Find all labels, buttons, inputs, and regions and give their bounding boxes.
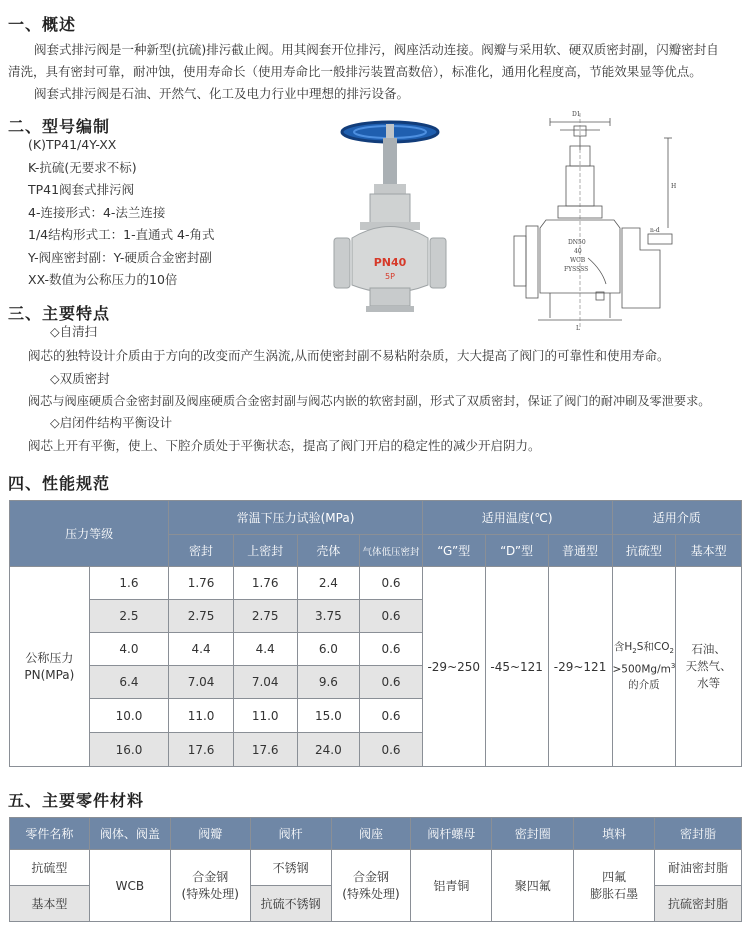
model-line: (K)TP41/4Y-XX xyxy=(28,137,117,152)
table-cell: 2.75 xyxy=(169,600,234,633)
model-line: TP41阀套式排污阀 xyxy=(28,182,135,197)
table-cell: 0.6 xyxy=(360,600,423,633)
performance-table xyxy=(9,500,742,767)
table-cell: 2.5 xyxy=(89,600,169,633)
table-cell: 16.0 xyxy=(89,733,169,767)
table-cell: 4.0 xyxy=(89,633,169,666)
table-cell: 4.4 xyxy=(169,633,234,666)
feature-2-text: 阀芯与阀座硬质合金密封副及阀座硬质合金密封副与阀芯内嵌的软密封副，形式了双质密封，保证了阀门的耐冲刷及零泄要求。 xyxy=(28,394,711,408)
table-cell: 4.4 xyxy=(233,633,297,666)
row-name-anti-sulfur: 抗硫型 xyxy=(10,850,90,886)
medium-sup: 3 xyxy=(670,662,676,671)
header-type-g: “G”型 xyxy=(422,535,485,567)
drawing-label: FYSSSS xyxy=(564,266,589,273)
model-code-list xyxy=(28,134,215,292)
header-medium: 适用介质 xyxy=(612,501,742,535)
table-cell: 6.4 xyxy=(89,666,169,699)
overview-line-2: 清洗，具有密封可靠，耐冲蚀，使用寿命长（使用寿命比一般排污装置高数倍），标准化，通用化程度高，节能效果显等优点。 xyxy=(8,64,702,79)
table-cell: 0.6 xyxy=(360,666,423,699)
header-seal: 密封 xyxy=(169,535,234,567)
body-material: WCB xyxy=(89,850,170,922)
model-line: 4-连接形式：4-法兰连接 xyxy=(28,204,166,220)
table-cell: 1.76 xyxy=(233,567,297,600)
material-text: 合金钢 xyxy=(352,869,389,884)
drawing-label: n-d xyxy=(650,227,660,234)
medium-text: >500Mg/m xyxy=(612,663,671,676)
feature-3-text: 阀芯上开有平衡，使上、下腔介质处于平衡状态，提高了阀门开启的稳定性的减少开启阴力。 xyxy=(28,438,541,453)
medium-text: 含H xyxy=(613,641,633,654)
table-cell: 15.0 xyxy=(297,699,360,733)
nut-material: 铝青铜 xyxy=(411,850,492,922)
header-disc: 阀瓣 xyxy=(170,818,250,850)
table-cell: 11.0 xyxy=(233,699,297,733)
valve-photo xyxy=(330,110,450,325)
table-cell: 10.0 xyxy=(89,699,169,733)
medium-sub: 2 xyxy=(632,647,637,656)
model-line: K-抗硫(无要求不标) xyxy=(28,159,137,175)
overview-line-3: 阀套式排污阀是石油、开然气、化工及电力行业中理想的排污设备。 xyxy=(34,86,410,101)
table-cell: 6.0 xyxy=(297,633,360,666)
header-type-d: “D”型 xyxy=(485,535,548,567)
temp-d-cell: -45~121 xyxy=(485,567,548,767)
table-cell: 7.04 xyxy=(169,666,234,699)
header-body: 阀体、阀盖 xyxy=(89,818,170,850)
header-anti-sulfur: 抗硫型 xyxy=(612,535,676,567)
header-shell: 壳体 xyxy=(297,535,360,567)
medium-sulfur-cell xyxy=(612,567,676,767)
header-stem-nut: 阀杆螺母 xyxy=(411,818,492,850)
header-grease: 密封脂 xyxy=(655,818,742,850)
table-cell: 9.6 xyxy=(297,666,360,699)
table-cell: 24.0 xyxy=(297,733,360,767)
table-cell: 0.6 xyxy=(360,699,423,733)
section-title-performance: 四、性能规范 xyxy=(8,474,111,493)
pn-unit: PN(MPa) xyxy=(24,667,75,682)
table-cell: 7.04 xyxy=(233,666,297,699)
table-cell: 0.6 xyxy=(360,633,423,666)
section-title-overview: 一、概述 xyxy=(8,15,77,34)
grease-material-1: 耐油密封脂 xyxy=(655,850,742,886)
table-cell: 17.6 xyxy=(169,733,234,767)
header-stem: 阀杆 xyxy=(250,818,331,850)
header-seat: 阀座 xyxy=(331,818,411,850)
drawing-label: WCB xyxy=(570,257,586,264)
valve-mark-text: 5P xyxy=(385,272,395,281)
feature-1-text: 阀芯的独特设计介质由于方向的改变而产生涡流,从而使密封副不易粘附杂质，大大提高了阀门的可靠性和使用寿命。 xyxy=(28,348,670,363)
header-type-normal: 普通型 xyxy=(548,535,612,567)
valve-technical-drawing xyxy=(510,108,690,333)
valve-badge-text: PN40 xyxy=(373,256,407,269)
header-pressure-test: 常温下压力试验(MPa) xyxy=(169,501,423,535)
header-basic: 基本型 xyxy=(676,535,742,567)
material-text: 四氟 xyxy=(602,869,627,884)
model-line: Y-阀座密封副：Y-硬质合金密封副 xyxy=(28,249,212,265)
table-cell: 2.4 xyxy=(297,567,360,600)
section-title-materials: 五、主要零件材料 xyxy=(8,791,145,810)
drawing-label: D1 xyxy=(572,111,581,118)
drawing-label: 40 xyxy=(574,248,582,255)
table-cell: 17.6 xyxy=(233,733,297,767)
header-packing: 填料 xyxy=(574,818,655,850)
drawing-label: H xyxy=(671,183,677,190)
materials-table xyxy=(9,817,742,922)
section-title-features: 三、主要特点 xyxy=(8,304,111,323)
stem-material-2: 抗硫不锈钢 xyxy=(250,886,331,922)
table-cell: 3.75 xyxy=(297,600,360,633)
table-cell: 1.76 xyxy=(169,567,234,600)
medium-text: 石油、 xyxy=(691,642,726,656)
seal-material: 聚四氟 xyxy=(492,850,574,922)
material-text: 合金钢 xyxy=(192,869,229,884)
pn-label-cell xyxy=(10,567,90,767)
disc-material xyxy=(170,850,250,922)
model-line: 1/4结构形式工：1-直通式 4-角式 xyxy=(28,227,215,242)
table-cell: 0.6 xyxy=(360,733,423,767)
header-pressure-level: 压力等级 xyxy=(10,501,169,567)
pn-label: 公称压力 xyxy=(25,650,74,665)
header-part-name: 零件名称 xyxy=(10,818,90,850)
table-cell: 11.0 xyxy=(169,699,234,733)
temp-g-cell: -29~250 xyxy=(422,567,485,767)
drawing-label: L xyxy=(576,325,580,332)
header-seal-ring: 密封圈 xyxy=(492,818,574,850)
medium-text: 水等 xyxy=(697,676,721,690)
medium-text: 天然气、 xyxy=(685,659,732,673)
feature-3-title: ◇启闭件结构平衡设计 xyxy=(50,415,173,430)
stem-material-1: 不锈钢 xyxy=(250,850,331,886)
header-temperature: 适用温度(℃) xyxy=(422,501,612,535)
material-text: (特殊处理) xyxy=(342,886,400,901)
seat-material xyxy=(331,850,411,922)
table-cell: 2.75 xyxy=(233,600,297,633)
model-line: XX-数值为公称压力的10倍 xyxy=(28,272,178,287)
section-title-model: 二、型号编制 xyxy=(8,117,111,136)
table-cell: 0.6 xyxy=(360,567,423,600)
header-gas-seal: 气体低压密封 xyxy=(360,535,423,567)
row-name-basic: 基本型 xyxy=(10,886,90,922)
drawing-label: DN50 xyxy=(568,239,586,246)
medium-text: S和CO xyxy=(636,641,670,654)
material-text: 膨胀石墨 xyxy=(590,886,639,901)
medium-basic-cell xyxy=(676,567,742,767)
feature-2-title: ◇双质密封 xyxy=(50,371,110,386)
header-upper-seal: 上密封 xyxy=(233,535,297,567)
overview-line-1: 阀套式排污阀是一种新型(抗硫)排污截止阀。用其阀套开位排污，阀座活动连接。阀瓣与采用软、硬双质密封副，闪瓣密封自 xyxy=(34,42,719,57)
grease-material-2: 抗硫密封脂 xyxy=(655,886,742,922)
feature-1-title: ◇自清扫 xyxy=(50,324,98,339)
table-cell: 1.6 xyxy=(89,567,169,600)
temp-normal-cell: -29~121 xyxy=(548,567,612,767)
material-text: (特殊处理) xyxy=(181,886,239,901)
packing-material xyxy=(574,850,655,922)
medium-text: 的介质 xyxy=(628,678,660,691)
medium-sub: 2 xyxy=(669,647,674,656)
